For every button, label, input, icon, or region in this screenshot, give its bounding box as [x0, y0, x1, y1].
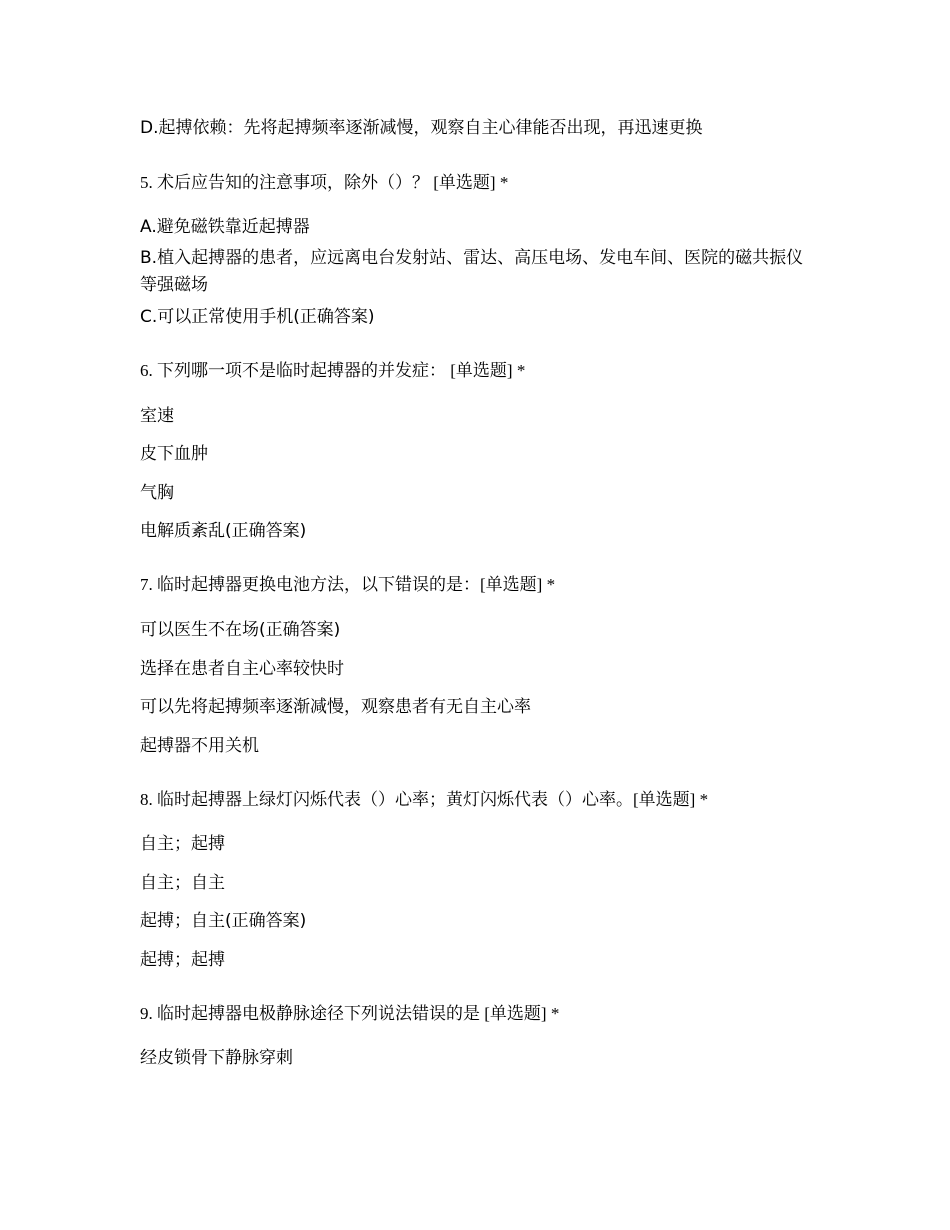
question-title: 7. 临时起搏器更换电池方法，以下错误的是：[单选题] * [140, 575, 556, 594]
question-title: 8. 临时起搏器上绿灯闪烁代表（）心率；黄灯闪烁代表（）心率。[单选题] * [140, 790, 709, 809]
question-title: 6. 下列哪一项不是临时起搏器的并发症： [单选题] * [140, 361, 526, 380]
option-text: 经皮锁骨下静脉穿刺 [140, 1048, 293, 1068]
option-text: 起搏；起搏 [140, 950, 225, 970]
option-text: B.植入起搏器的患者，应远离电台发射站、雷达、高压电场、发电车间、医院的磁共振仪等强磁场 [140, 248, 804, 295]
option-text: 可以先将起搏频率逐渐减慢，观察患者有无自主心率 [140, 697, 531, 717]
option-text: 电解质紊乱(正确答案) [140, 521, 307, 541]
question-title: 5. 术后应告知的注意事项，除外（）？ [单选题] * [140, 173, 509, 192]
option-text: 自主；起搏 [140, 834, 225, 854]
option-text: 皮下血肿 [140, 444, 208, 464]
question-title: 9. 临时起搏器电极静脉途径下列说法错误的是 [单选题] * [140, 1004, 560, 1023]
option-text: A.避免磁铁靠近起搏器 [140, 217, 310, 237]
option-text: 室速 [140, 406, 174, 426]
option-text: 可以医生不在场(正确答案) [140, 620, 341, 640]
option-text: D.起搏依赖：先将起搏频率逐渐减慢，观察自主心律能否出现，再迅速更换 [140, 118, 703, 138]
option-text: 选择在患者自主心率较快时 [140, 659, 344, 679]
option-text: 起搏；自主(正确答案) [140, 911, 307, 931]
option-text: 自主；自主 [140, 873, 225, 893]
option-text: 气胸 [140, 483, 174, 503]
option-text: 起搏器不用关机 [140, 736, 259, 756]
option-text: C.可以正常使用手机(正确答案) [140, 307, 375, 327]
